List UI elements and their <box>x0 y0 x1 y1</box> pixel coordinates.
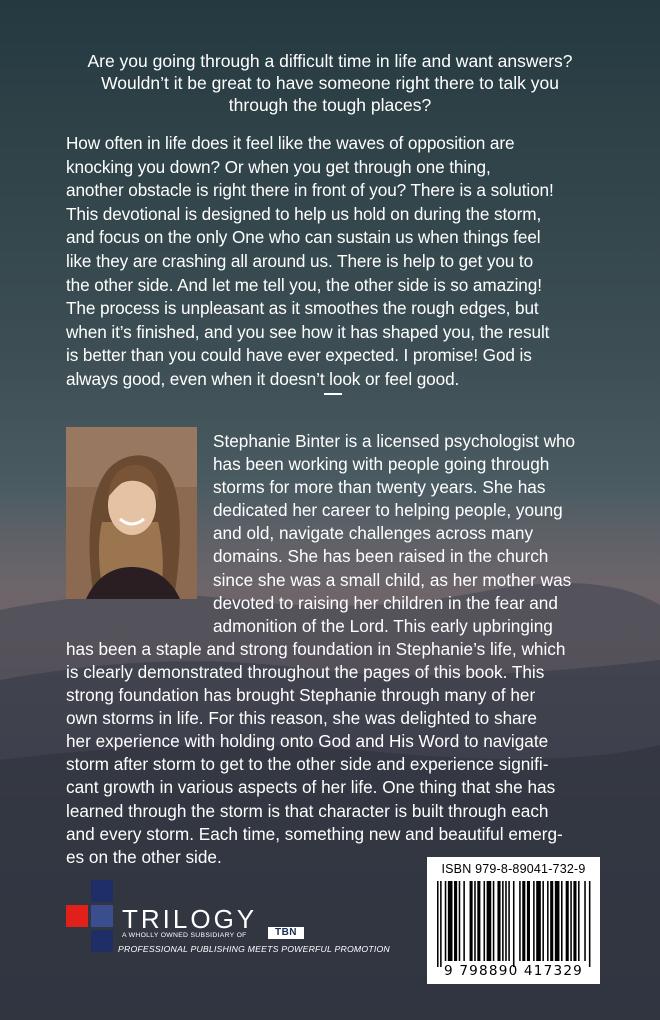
author-bio <box>66 430 606 869</box>
description-line: another obstacle is right there in front of you? There is a solution! <box>66 180 554 201</box>
bio-line: strong foundation has brought Stephanie through many of her <box>66 685 536 706</box>
bio-line: domains. She has been raised in the church <box>213 546 549 567</box>
barcode-bar <box>505 881 507 961</box>
barcode-digits: 9 798890 417329 <box>443 963 584 979</box>
barcode-bar <box>474 881 476 961</box>
publisher-name: TRILOGY <box>122 904 258 934</box>
barcode-bar <box>566 881 569 961</box>
bio-line: admonition of the Lord. This early upbringing <box>213 615 553 636</box>
barcode-bar <box>536 881 541 961</box>
barcode-bar <box>477 881 480 961</box>
bio-line: has been a staple and strong foundation in Stephanie’s life, which <box>66 638 566 659</box>
tbn-logo: TBN <box>268 927 304 939</box>
bio-line: cant growth in various aspects of her life. One thing that she has <box>66 777 556 798</box>
barcode-bar <box>440 881 442 967</box>
tagline-line: Wouldn’t it be great to have someone right there to talk you <box>101 73 559 93</box>
tagline <box>40 50 620 116</box>
description-line: and focus on the only One who can sustain us when things feel <box>66 227 541 248</box>
logo-block <box>66 905 88 927</box>
bio-line: since she was a small child, as her mother was <box>213 569 572 590</box>
barcode-bar <box>497 881 500 961</box>
bio-line: storms for more than twenty years. She has <box>213 477 546 498</box>
barcode-bar <box>533 881 535 961</box>
bio-line: learned through the storm is that character is built through each <box>66 800 549 821</box>
bio-line: dedicated her career to helping people, young <box>213 500 563 521</box>
logo-block <box>91 930 113 952</box>
description-line: How often in life does it feel like the waves of opposition are <box>66 133 515 153</box>
barcode-bar <box>437 881 439 967</box>
logo-block <box>91 880 113 902</box>
barcode-bar <box>589 881 591 967</box>
barcode-icon <box>435 881 592 967</box>
isbn-label: ISBN 979-8-89041-732-9 <box>441 862 586 876</box>
bio-line: and every storm. Each time, something new and beautiful emerg- <box>66 823 563 844</box>
barcode-bar <box>570 881 572 961</box>
publisher-subsidiary: A WHOLLY OWNED SUBSIDIARY OF <box>122 932 247 939</box>
description-line: like they are crashing all around us. There is help to get you to <box>66 250 534 271</box>
barcode-bar <box>519 881 521 961</box>
barcode-bar <box>542 881 544 961</box>
publisher-tagline: PROFESSIONAL PUBLISHING MEETS POWERFUL PROMOTION <box>118 944 390 954</box>
barcode-bar <box>470 881 473 961</box>
tagline-line: Are you going through a difficult time in life and want answers? <box>87 51 573 71</box>
barcode-bar <box>584 881 586 961</box>
barcode-bar <box>454 881 457 961</box>
barcode-bar <box>513 881 515 967</box>
barcode-bar <box>487 881 492 961</box>
description-line: when it’s finished, and you see how it has shaped you, the result <box>66 321 550 342</box>
barcode-bar <box>555 881 560 961</box>
description-line: knocking you down? Or when you get through one thing, <box>66 156 491 177</box>
bio-line: is clearly demonstrated throughout the pages of this book. This <box>66 661 545 682</box>
publisher-logo <box>66 880 406 960</box>
logo-block <box>91 905 113 927</box>
description-line: The process is unpleasant as it smoothes the rough edges, but <box>66 298 539 319</box>
bio-line: own storms in life. For this reason, she was delighted to share <box>66 708 537 729</box>
description-line: always good, even when it doesn’t look or feel good. <box>66 368 460 389</box>
barcode-bar <box>508 881 510 961</box>
bio-line: es on the other side. <box>66 846 222 867</box>
isbn-barcode-box <box>427 857 600 984</box>
trilogy-mark-icon <box>66 880 116 952</box>
separator-dash <box>324 393 342 395</box>
bio-line: storm after storm to get to the other side and experience signifi- <box>66 754 549 775</box>
barcode-bar <box>550 881 553 961</box>
barcode-bar <box>547 881 549 961</box>
barcode-bar <box>578 881 580 961</box>
barcode-bar <box>448 881 453 961</box>
barcode-bar <box>502 881 504 961</box>
barcode-bar <box>493 881 495 961</box>
barcode-bar <box>459 881 461 961</box>
bio-line: and old, navigate challenges across many <box>213 523 534 544</box>
description-line: This devotional is designed to help us hold on during the storm, <box>66 203 542 224</box>
barcode-bar <box>445 881 447 961</box>
bio-line: has been working with people going through <box>213 454 550 475</box>
book-description <box>66 132 606 392</box>
bio-line: her experience with holding onto God and His Word to navigate <box>66 731 549 752</box>
description-line: the other side. And let me tell you, the other side is so amazing! <box>66 274 542 295</box>
barcode-bar <box>527 881 530 961</box>
tagline-line: through the tough places? <box>228 95 432 115</box>
barcode-bar <box>463 881 465 961</box>
barcode-bar <box>484 881 486 961</box>
description-line: is better than you could have ever expected. I promise! God is <box>66 345 532 366</box>
bio-line: Stephanie Binter is a licensed psychologist who <box>213 431 576 451</box>
barcode-bar <box>522 881 525 961</box>
barcode-bar <box>561 881 563 961</box>
barcode-bar <box>573 881 576 961</box>
bio-line: devoted to raising her children in the fear and <box>213 592 558 613</box>
